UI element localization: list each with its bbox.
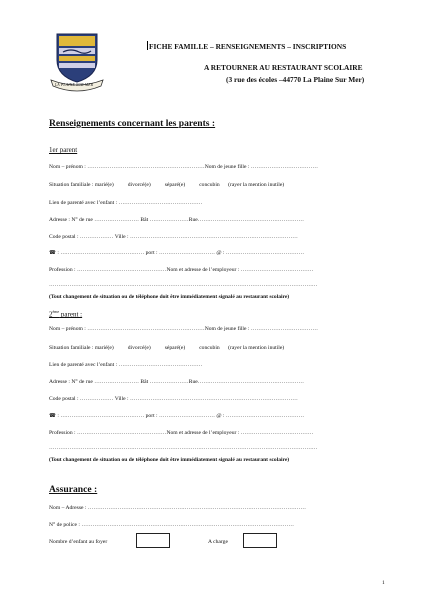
crest-banner-text: LA PLAINE SUR MER (55, 83, 94, 87)
page-number: 1 (382, 580, 385, 586)
children-count-field[interactable] (136, 533, 170, 548)
text-cursor (147, 41, 148, 50)
parent1-address-line: Adresse : N° de rue …………………… Bât …………………Rue………………………………………………… (49, 217, 305, 223)
children-count-label: Nombre d’enfant au foyer (49, 539, 108, 545)
document-title: FICHE FAMILLE – RENSEIGNEMENTS – INSCRIPTIONS (149, 42, 347, 51)
parent2-notice: (Tout changement de situation ou de téléphone doit être immédiatement signalé au restaurant scolaire) (49, 457, 290, 463)
insurance-section-title: Assurance : (49, 484, 98, 495)
parent1-phone-line: ☎ : ……………………………………… port : ………………………… @ : …………………………………… (49, 250, 305, 256)
return-instruction: A RETOURNER AU RESTAURANT SCOLAIRE (204, 63, 363, 72)
parent1-blank-line: ……………………………………………………………………………………………………………………………… (49, 282, 318, 288)
parent1-heading: 1er parent (49, 146, 78, 154)
parent1-relationship-line: Lien de parenté avec l’enfant : ……………………………………… (49, 200, 203, 206)
insurance-name-line: Nom – Adresse : ……………………………………………………………………………………………………… (49, 505, 306, 511)
parent1-postal-line: Code postal : ……………… Ville : ……………………………………………………………………………… (49, 234, 298, 240)
parent2-heading: 2ème parent : (49, 309, 83, 319)
parent2-address-line: Adresse : N° de rue …………………… Bât …………………Rue………………………………………………… (49, 379, 305, 385)
parent1-profession-line: Profession : …………………………………………Nom et adresse de l’employeur : ………………………………… (49, 267, 314, 273)
parent2-profession-line: Profession : …………………………………………Nom et adresse de l’employeur : ………………………………… (49, 430, 314, 436)
parent2-name-line: Nom – prénom : ………………………………………………………Nom de jeune fille : ……………………………… (49, 326, 318, 332)
parent2-situation-line: Situation familiale : marié(e) divorcé(e) séparé(e) concubin (rayer la mention inutile) (49, 345, 285, 351)
dependent-count-field[interactable] (243, 533, 277, 548)
parent2-postal-line: Code postal : ……………… Ville : ……………………………………………………………………………… (49, 396, 298, 402)
return-address: (3 rue des écoles –44770 La Plaine Sur Mer) (226, 75, 365, 84)
parent1-notice: (Tout changement de situation ou de téléphone doit être immédiatement signalé au restaurant scolaire) (49, 294, 290, 300)
dependent-label: A charge (208, 539, 228, 545)
insurance-policy-line: N° de police : …………………………………………………………………………………………………… (49, 522, 294, 528)
parent2-phone-line: ☎ : ……………………………………… port : ………………………… @ : …………………………………… (49, 413, 305, 419)
parent2-relationship-line: Lien de parenté avec l’enfant : ……………………………………… (49, 362, 203, 368)
parents-section-title: Renseignements concernant les parents : (49, 118, 216, 129)
parent1-situation-line: Situation familiale : marié(e) divorcé(e) séparé(e) concubin (rayer la mention inutile) (49, 182, 285, 188)
parent1-name-line: Nom – prénom : ………………………………………………………Nom de jeune fille : ……………………………… (49, 164, 318, 170)
parent2-blank-line: ……………………………………………………………………………………………………………………………… (49, 445, 318, 451)
